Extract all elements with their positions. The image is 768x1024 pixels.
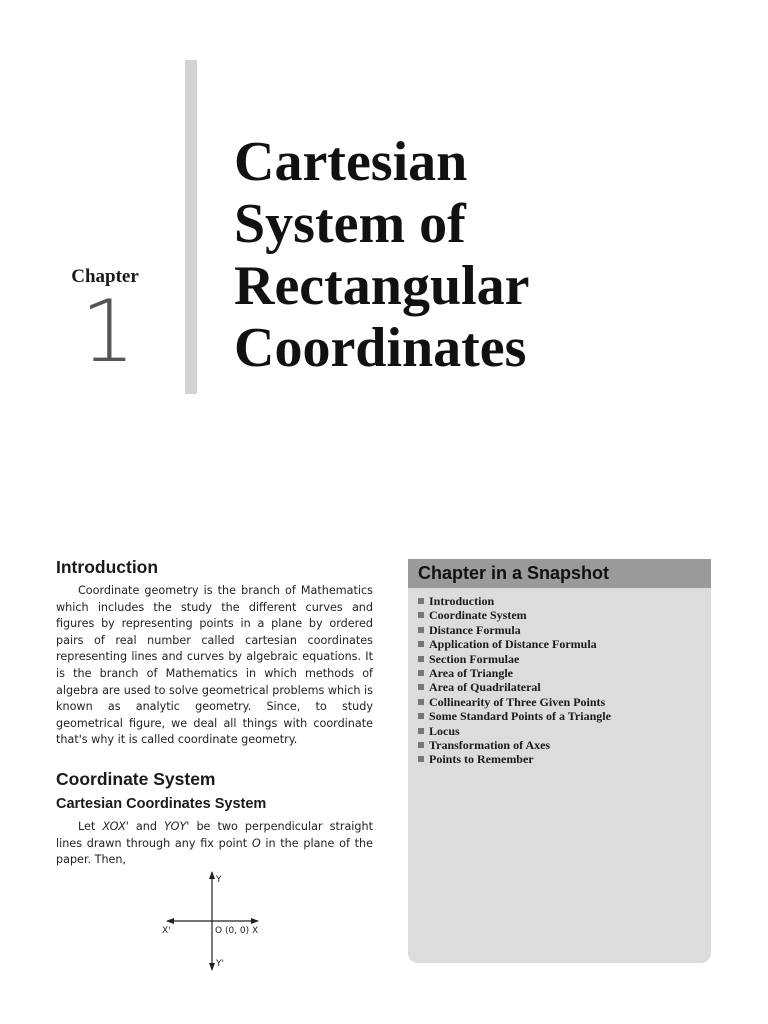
introduction-text: Coordinate geometry is the branch of Mathematics which includes the study the different curves and figures by representing points in a plane by ordered pairs of real number called cartesian coordinates representing lines and curves by algebraic equations. It is the branch of Mathematics in which methods of algebra are used to solve geometrical problems which is known as analytic geometry. Since, to study geometrical figure, we deal all things with coordinate that's why it is called coordinate geometry. (56, 584, 373, 747)
x-axis-arrow-left (166, 918, 174, 924)
chapter-title-line-1: Cartesian (234, 131, 468, 193)
xox-label: XOX' (102, 820, 129, 833)
snapshot-item (418, 594, 711, 608)
snapshot-item-label: Application of Distance Formula (429, 637, 597, 652)
chapter-title-line-4: Coordinates (234, 317, 527, 379)
square-bullet-icon (418, 684, 424, 690)
cs-text-part-3: be two perpendicular straight lines drawn through any fix point (56, 820, 373, 850)
square-bullet-icon (418, 699, 424, 705)
snapshot-item (418, 623, 711, 637)
y-axis-arrow-down (209, 963, 215, 971)
square-bullet-icon (418, 598, 424, 604)
chapter-number: 1 (80, 282, 136, 382)
snapshot-item (418, 666, 711, 680)
cs-text-part-4: in the plane of the paper. Then, (56, 836, 373, 867)
chapter-divider-bar (185, 60, 197, 394)
snapshot-item (418, 709, 711, 723)
snapshot-item (418, 695, 711, 709)
snapshot-item (418, 680, 711, 694)
square-bullet-icon (418, 713, 424, 719)
snapshot-item-label: Section Formulae (429, 651, 520, 666)
origin-label: O (0, 0) (215, 926, 250, 936)
cs-text-part-2: and (128, 820, 165, 833)
y-prime-axis-label: Y' (216, 959, 224, 969)
cartesian-coordinates-subheading: Cartesian Coordinates System (56, 796, 267, 812)
snapshot-item (418, 738, 711, 752)
snapshot-title: Chapter in a Snapshot (408, 559, 711, 588)
x-axis-arrow-right (251, 918, 259, 924)
x-prime-axis-label: X' (162, 926, 171, 936)
square-bullet-icon (418, 742, 424, 748)
chapter-label: Chapter (71, 266, 139, 287)
snapshot-list (408, 594, 711, 767)
snapshot-item (418, 752, 711, 766)
square-bullet-icon (418, 756, 424, 762)
snapshot-item (418, 608, 711, 622)
snapshot-item (418, 652, 711, 666)
y-axis-label: Y (216, 875, 222, 885)
snapshot-item-label: Distance Formula (429, 622, 521, 637)
snapshot-item-label: Collinearity of Three Given Points (429, 694, 606, 709)
square-bullet-icon (418, 670, 424, 676)
square-bullet-icon (418, 656, 424, 662)
snapshot-item-label: Area of Quadrilateral (429, 680, 541, 695)
x-axis-label: X (252, 926, 259, 936)
square-bullet-icon (418, 627, 424, 633)
snapshot-item (418, 724, 711, 738)
snapshot-item (418, 637, 711, 651)
coordinate-axes-figure (150, 866, 280, 976)
coordinate-system-text (56, 819, 373, 869)
snapshot-item-label: Locus (429, 723, 460, 738)
chapter-title-line-3: Rectangular (234, 255, 530, 317)
square-bullet-icon (418, 728, 424, 734)
introduction-heading: Introduction (56, 557, 159, 577)
snapshot-item-label: Points to Remember (429, 752, 534, 767)
snapshot-item-label: Some Standard Points of a Triangle (429, 709, 611, 724)
chapter-title-line-2: System of (234, 193, 466, 255)
snapshot-item-label: Transformation of Axes (429, 738, 551, 753)
coordinate-system-heading: Coordinate System (56, 769, 216, 789)
y-axis-arrow-up (209, 871, 215, 879)
yoy-label: YOY' (164, 820, 190, 833)
square-bullet-icon (418, 641, 424, 647)
snapshot-item-label: Coordinate System (429, 608, 527, 623)
snapshot-item-label: Area of Triangle (429, 666, 513, 681)
square-bullet-icon (418, 612, 424, 618)
cs-text-part-1: Let (78, 820, 103, 833)
o-label: O (251, 836, 261, 850)
chapter-snapshot-box (408, 559, 711, 963)
snapshot-item-label: Introduction (429, 594, 495, 608)
